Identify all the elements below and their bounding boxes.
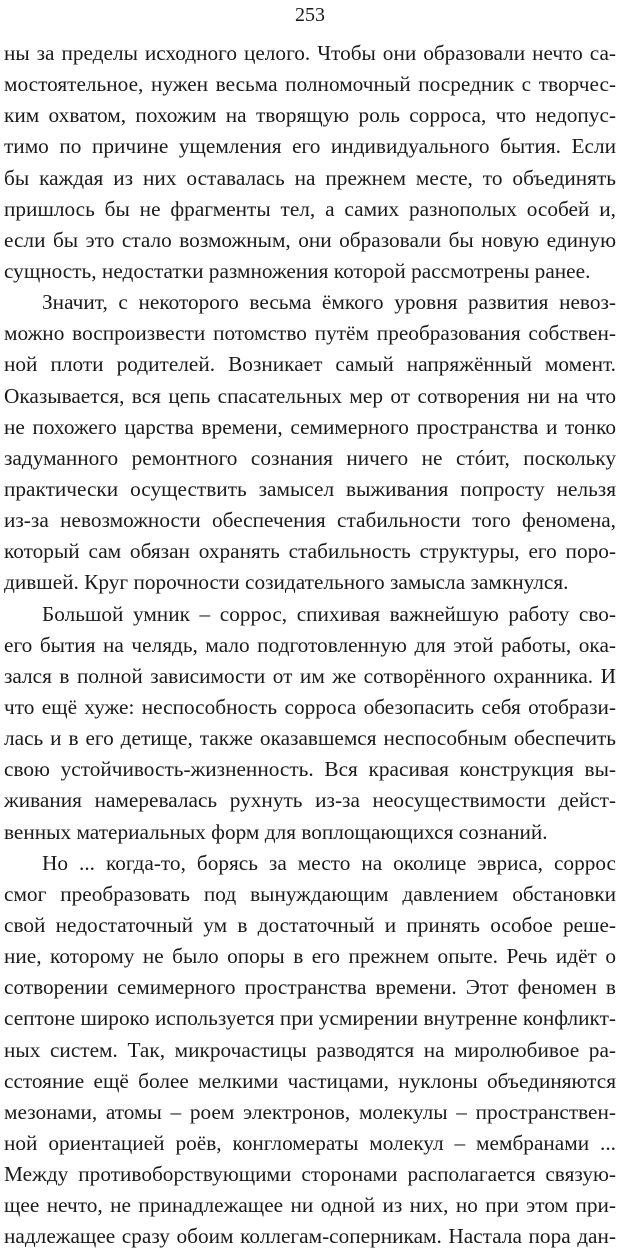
text-line: его бытия на челядь, мало подготовленную для этой работы, ока-: [4, 632, 616, 657]
text-line: дившей. Круг порочности созидательного замысла замкнулся.: [4, 570, 569, 595]
text-line: свой недостаточный ум в достаточный и принять особое реше-: [4, 912, 616, 937]
text-line: ким охватом, похожим на творящую роль сорроса, что недопус-: [4, 103, 616, 128]
text-line: не похожего царства времени, семимерного пространства и тонко: [4, 414, 616, 439]
text-line: тимо по причине ущемления его индивидуального бытия. Если: [4, 134, 616, 159]
text-line: мезонами, атомы – роем электронов, молекулы – пространствен-: [4, 1099, 616, 1124]
text-line: Оказывается, вся цепь спасательных мер от сотворения ни на что: [4, 383, 616, 408]
text-line: щее нечто, не принадлежащее ни одной из них, но при этом при-: [4, 1193, 616, 1218]
text-line: задуманного ремонтного сознания ничего не стóит, поскольку: [4, 445, 616, 470]
text-line: септоне широко используется при усмирении внутренне конфликт-: [4, 1006, 616, 1031]
text-line: венных материальных форм для воплощающихся сознаний.: [4, 819, 548, 844]
text-line: бы каждая из них оставалась на прежнем месте, то объединять: [4, 165, 616, 190]
text-line: зался в полной зависимости от им же сотворённого охранника. И: [4, 663, 616, 688]
text-line: смог преобразовать под вынуждающим давлением обстановки: [4, 881, 616, 906]
text-line: сотворении семимерного пространства времени. Этот феномен в: [4, 975, 616, 1000]
text-line: мостоятельное, нужен весьма полномочный посредник с творчес-: [4, 72, 616, 97]
text-line: если бы это стало возможным, они образовали бы новую единую: [4, 227, 616, 252]
text-line: лась и в его детище, также оказавшемся неспособным обеспечить: [4, 726, 616, 751]
text-line: что ещё хуже: неспособность сорроса обезопасить себя отобрази-: [4, 694, 616, 719]
paragraph-3: [4, 599, 616, 848]
text-line: из-за невозможности обеспечения стабильности того феномена,: [4, 508, 616, 533]
text-line: можно воспроизвести потомство путём преобразования собствен-: [4, 321, 616, 346]
paragraph-4: [4, 848, 616, 1252]
text-line: ны за пределы исходного целого. Чтобы они образовали нечто са-: [4, 41, 616, 65]
text-line: который сам обязан охранять стабильность структуры, его поро-: [4, 539, 616, 564]
paragraph-2: [4, 287, 616, 598]
text-line: сущность, недостатки размножения которой рассмотрены ранее.: [4, 258, 591, 283]
page-number: 253: [295, 4, 325, 26]
text-line: живания намеревалась рухнуть из-за неосуществимости дейст-: [4, 788, 616, 813]
text-line: надлежащее сразу обоим коллегам-соперникам. Настала пора дан-: [4, 1224, 616, 1249]
text-line: ние, которому не было опоры в его прежнем опыте. Речь идёт о: [4, 944, 616, 969]
text-line: Большой умник – соррос, спихивая важнейшую работу сво-: [42, 601, 616, 626]
text-line: ной ориентацией роёв, конгломераты молекул – мембранами ...: [4, 1130, 616, 1155]
paragraph-1: [4, 38, 616, 287]
text-line: ной плоти родителей. Возникает самый напряжённый момент.: [4, 352, 616, 377]
text-line: практически осуществить замысел выживания попросту нельзя: [4, 476, 616, 501]
text-line: Между противоборствующими сторонами располагается связую-: [4, 1162, 616, 1187]
text-line: свою устойчивость-жизненность. Вся красивая конструкция вы-: [4, 757, 616, 782]
text-line: сстояние ещё более мелкими частицами, нуклоны объединяются: [4, 1068, 616, 1093]
body-text: [4, 38, 616, 1252]
text-line: Но ... когда-то, борясь за место на околице эвриса, соррос: [42, 850, 616, 875]
text-line: ных систем. Так, микрочастицы разводятся на миролюбивое ра-: [4, 1037, 616, 1062]
text-line: пришлось бы не фрагменты тел, а самих разнополых особей и,: [4, 196, 616, 221]
text-line: Значит, с некоторого весьма ёмкого уровня развития невоз-: [42, 290, 616, 315]
